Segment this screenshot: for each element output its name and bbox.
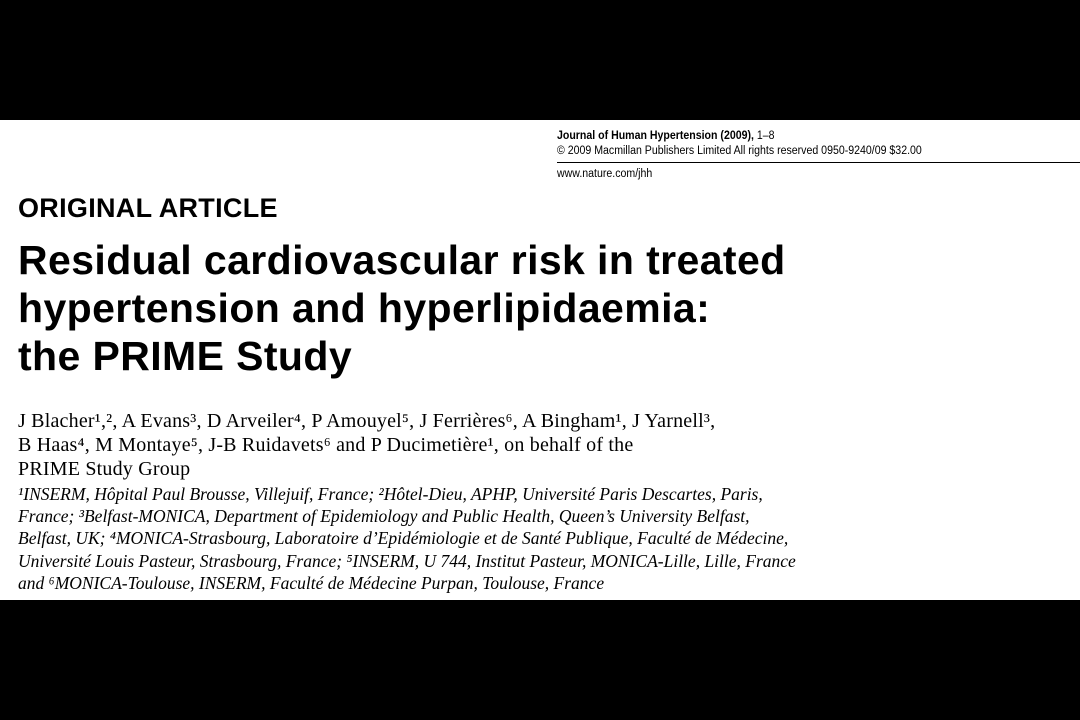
author-line: J Blacher¹,², A Evans³, D Arveiler⁴, P Amouyel⁵, J Ferrières⁶, A Bingham¹, J Yarnell³, (18, 410, 716, 432)
journal-url: www.nature.com/jhh (557, 168, 653, 180)
journal-citation (557, 129, 1038, 144)
affiliation-list (18, 483, 1068, 594)
journal-pages: 1–8 (756, 130, 775, 142)
article-title (18, 236, 1068, 380)
title-line: the PRIME Study (18, 333, 353, 379)
affiliation-line: Université Louis Pasteur, Strasbourg, France; ⁵INSERM, U 744, Institut Pasteur, MONICA-Lille, Lille, France (18, 550, 796, 571)
journal-name-issue: Journal of Human Hypertension (2009), (557, 130, 754, 142)
header-divider (557, 162, 1080, 163)
author-line: B Haas⁴, M Montaye⁵, J-B Ruidavets⁶ and P Ducimetière¹, on behalf of the (18, 434, 634, 456)
author-list (18, 409, 1068, 481)
affiliation-line: Belfast, UK; ⁴MONICA-Strasbourg, Laboratoire d’Epidémiologie et de Santé Publique, Faculté de Médecine, (18, 528, 789, 549)
journal-header (557, 129, 1038, 159)
article-page (0, 120, 1080, 600)
affiliation-line: France; ³Belfast-MONICA, Department of Epidemiology and Public Health, Queen’s University Belfast, (18, 506, 750, 527)
title-line: Residual cardiovascular risk in treated (18, 237, 786, 283)
affiliation-line: and ⁶MONICA-Toulouse, INSERM, Faculté de Médecine Purpan, Toulouse, France (18, 572, 605, 593)
title-line: hypertension and hyperlipidaemia: (18, 285, 711, 331)
affiliation-line: ¹INSERM, Hôpital Paul Brousse, Villejuif, France; ²Hôtel-Dieu, APHP, Université Paris Descartes, Paris, (18, 484, 763, 504)
article-type-label: ORIGINAL ARTICLE (18, 193, 278, 223)
author-line: PRIME Study Group (18, 458, 191, 480)
journal-copyright: © 2009 Macmillan Publishers Limited All rights reserved 0950-9240/09 $32.00 (557, 145, 922, 157)
